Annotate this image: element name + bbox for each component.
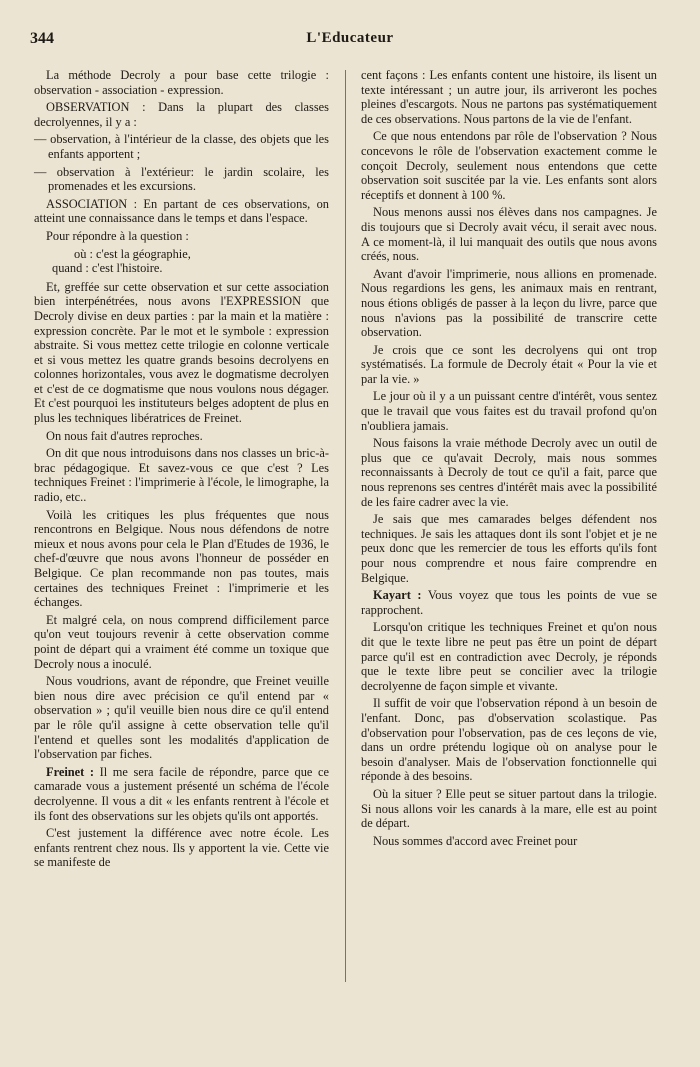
- paragraph-text: — observation à l'extérieur: le jardin scolaire, les promenades et les excursions.: [34, 164, 329, 194]
- paragraph: [34, 261, 329, 276]
- paragraph-text: Nous sommes d'accord avec Freinet pour: [373, 833, 578, 848]
- paragraph: [361, 343, 657, 387]
- paragraph-text: Pour répondre à la question :: [46, 228, 189, 243]
- paragraph: [361, 267, 657, 340]
- paragraph: [34, 132, 329, 161]
- paragraph: [34, 229, 329, 244]
- paragraph: [34, 826, 329, 870]
- paragraph: [361, 389, 657, 433]
- paragraph: [361, 129, 657, 202]
- speaker-name: Kayart :: [373, 588, 422, 603]
- paragraph: [361, 68, 657, 126]
- paragraph-text: Nous menons aussi nos élèves dans nos campagnes. Je dis toujours que si Decroly avait vécu, il serait avec nous. A ce moment-là, il lui manquait des outils que nous avons créés, nous.: [361, 205, 657, 264]
- paragraph-text: quand : c'est l'histoire.: [52, 261, 163, 276]
- page-number: 344: [30, 30, 54, 47]
- paragraph-text: C'est justement la différence avec notre école. Les enfants rentrent chez nous. Ils y apportent la vie. Cette vie se manifeste de: [34, 826, 329, 870]
- paragraph: [34, 280, 329, 426]
- paragraph-text: Le jour où il y a un puissant centre d'intérêt, vous sentez que le travail que vous faites est du travail profond qu'on n'oubliera jamais.: [361, 389, 657, 433]
- paragraph: [34, 765, 329, 823]
- paragraph-text: Vous voyez que tous les points de vue se rapprochent.: [361, 588, 658, 617]
- paragraph: [361, 696, 657, 784]
- paragraph-text: Voilà les critiques les plus fréquentes que nous rencontrons en Belgique. Nous nous défendons de notre mieux et nous avons pour cela le Plan d'Etudes de 1936, le chef-d'œuvre que nous avons l'honneur de posséder en Belgique. Ce plan recommande non pas toutes, mais certaines des techniques Freinet : l'imprimerie et les échanges.: [34, 507, 329, 610]
- paragraph: [361, 620, 657, 693]
- paragraph: [361, 787, 657, 831]
- paragraph: [34, 68, 329, 97]
- paragraph: [361, 436, 657, 509]
- paragraph: [361, 512, 657, 585]
- paragraph: [34, 197, 329, 226]
- paragraph-text: — observation, à l'intérieur de la classe, des objets que les enfants apportent ;: [34, 132, 329, 161]
- paragraph-text: ASSOCIATION : En partant de ces observations, on atteint une connaissance dans le temps et dans l'espace.: [34, 196, 329, 226]
- right-column: [361, 68, 657, 851]
- paragraph: [34, 100, 329, 129]
- paragraph: [34, 674, 329, 762]
- paragraph-text: Nous faisons la vraie méthode Decroly avec un outil de plus que ce qu'avait Decroly, mais nous sommes reconnaissants à Decroly de tout ce qu'il a fait, parce que nous reprenons ses centres d'intérêt mais avec la possibilité de les faire cadrer avec la vie.: [361, 436, 657, 509]
- paragraph-text: OBSERVATION : Dans la plupart des classes decrolyennes, il y a :: [34, 100, 329, 129]
- paragraph-text: Je sais que mes camarades belges défendent nos techniques. Je sais les attaques dont ils sont l'objet et je ne peux donc que les remercier de tous les efforts qu'ils font pour nous comprendre et nous faire comprendre en Belgique.: [361, 512, 657, 585]
- paragraph-text: Nous voudrions, avant de répondre, que Freinet veuille bien nous dire avec précision ce qu'il entend par « observation » ; qu'il veuille bien nous dire ce qu'il entend par le rôle qu'il assigne à cette observation telle qu'il l'entend et quelles sont les modalités d'application de l'observation par fiches.: [34, 674, 329, 762]
- paragraph: [361, 834, 657, 849]
- running-head: L'Educateur: [306, 30, 394, 46]
- paragraph-text: cent façons : Les enfants content une histoire, ils lisent un texte intéressant ; un autre jour, ils arriveront les poches pleines d'escargots. Nous ne partons pas systématiquement de ces observations. Nous partons de la vie de l'enfant.: [361, 68, 657, 126]
- paragraph-text: Avant d'avoir l'imprimerie, nous allions en promenade. Nous regardions les gens, les animaux mais en rentrant, nous étions obligés de passer à la leçon du livre, parce que nous n'avions pas la possibilité de transcrire cette observation.: [361, 266, 657, 340]
- paragraph-text: La méthode Decroly a pour base cette trilogie : observation - association - expression.: [34, 68, 329, 97]
- paragraph-text: Lorsqu'on critique les techniques Freinet et qu'on nous dit que le texte libre ne peut pas être un point de départ parce qu'il est en contradiction avec Decroly, je réponds que le texte libre peut se concilier avec la trilogie decrolyenne de façon simple et vivante.: [361, 620, 657, 693]
- paragraph: [361, 205, 657, 263]
- paragraph: [34, 247, 329, 262]
- paragraph-text: Et malgré cela, on nous comprend difficilement parce qu'on veut toujours revenir à cette observation comme point de départ qui a vraiment été comme un toxique que Decroly nous a inoculé.: [34, 612, 329, 671]
- paragraph-text: Il me sera facile de répondre, parce que ce camarade vous a justement présenté un schéma de l'école decrolyenne. Il vous a dit « les enfants rentrent à l'école et ils font des observations sur les objets qu'ils ont apportés.: [34, 764, 330, 823]
- paragraph-text: On nous fait d'autres reproches.: [46, 428, 203, 443]
- left-column: [34, 68, 329, 873]
- paragraph: [34, 508, 329, 610]
- paragraph-text: Je crois que ce sont les decrolyens qui ont trop systématisés. La formule de Decroly était « Pour la vie et par la vie. »: [361, 342, 657, 386]
- speaker-name: Freinet :: [46, 764, 95, 779]
- paragraph-text: où : c'est la géographie,: [74, 246, 191, 261]
- paragraph: [34, 613, 329, 671]
- paragraph: [34, 429, 329, 444]
- paragraph-text: Il suffit de voir que l'observation répond à un besoin de l'enfant. Donc, pas d'observation scolastique. Pas d'observation pour l'observation, pas de ces leçons de vie, dans un ordre prétendu logique où on analyse pour le besoin d'analyser. Mais de l'observation fonctionnelle qui réponde à des besoins.: [361, 696, 657, 784]
- paragraph-text: Ce que nous entendons par rôle de l'observation ? Nous concevons le rôle de l'observation exactement comme le conçoit Decroly, seulement nous entendons que cette observation soit suscitée par la vie. Les enfants sont alors réceptifs et donnent à 100 %.: [361, 129, 657, 202]
- paragraph-text: Où la situer ? Elle peut se situer partout dans la trilogie. Si nous allons voir les canards à la mare, elle est au point de départ.: [361, 786, 657, 831]
- paragraph-text: Et, greffée sur cette observation et sur cette association bien interpénétrées, nous avons l'EXPRESSION que Decroly divise en deux parties : par la main et la matière : expression concrète. Par le mot et le symbole : expression abstraite. Si vous mettez cette trilogie en colonne verticale et si vous mettez les quatre grands besoins decrolyens en colonnes horizontales, vous avez le dogmatisme decrolyen et c'est de ce dogmatisme que nous voulons nous dégager. Et c'est pourquoi les instituteurs belges adoptent de plus en plus les techniques libératrices de Freinet.: [34, 279, 329, 426]
- paragraph: [34, 446, 329, 504]
- paragraph: [361, 588, 657, 617]
- paragraph-text: On dit que nous introduisons dans nos classes un bric-à-brac pédagogique. Et savez-vous ce que c'est ? Les techniques Freinet : l'imprimerie à l'école, le limographe, la radio, etc..: [34, 446, 329, 505]
- column-divider: [345, 70, 346, 982]
- paragraph: [34, 165, 329, 194]
